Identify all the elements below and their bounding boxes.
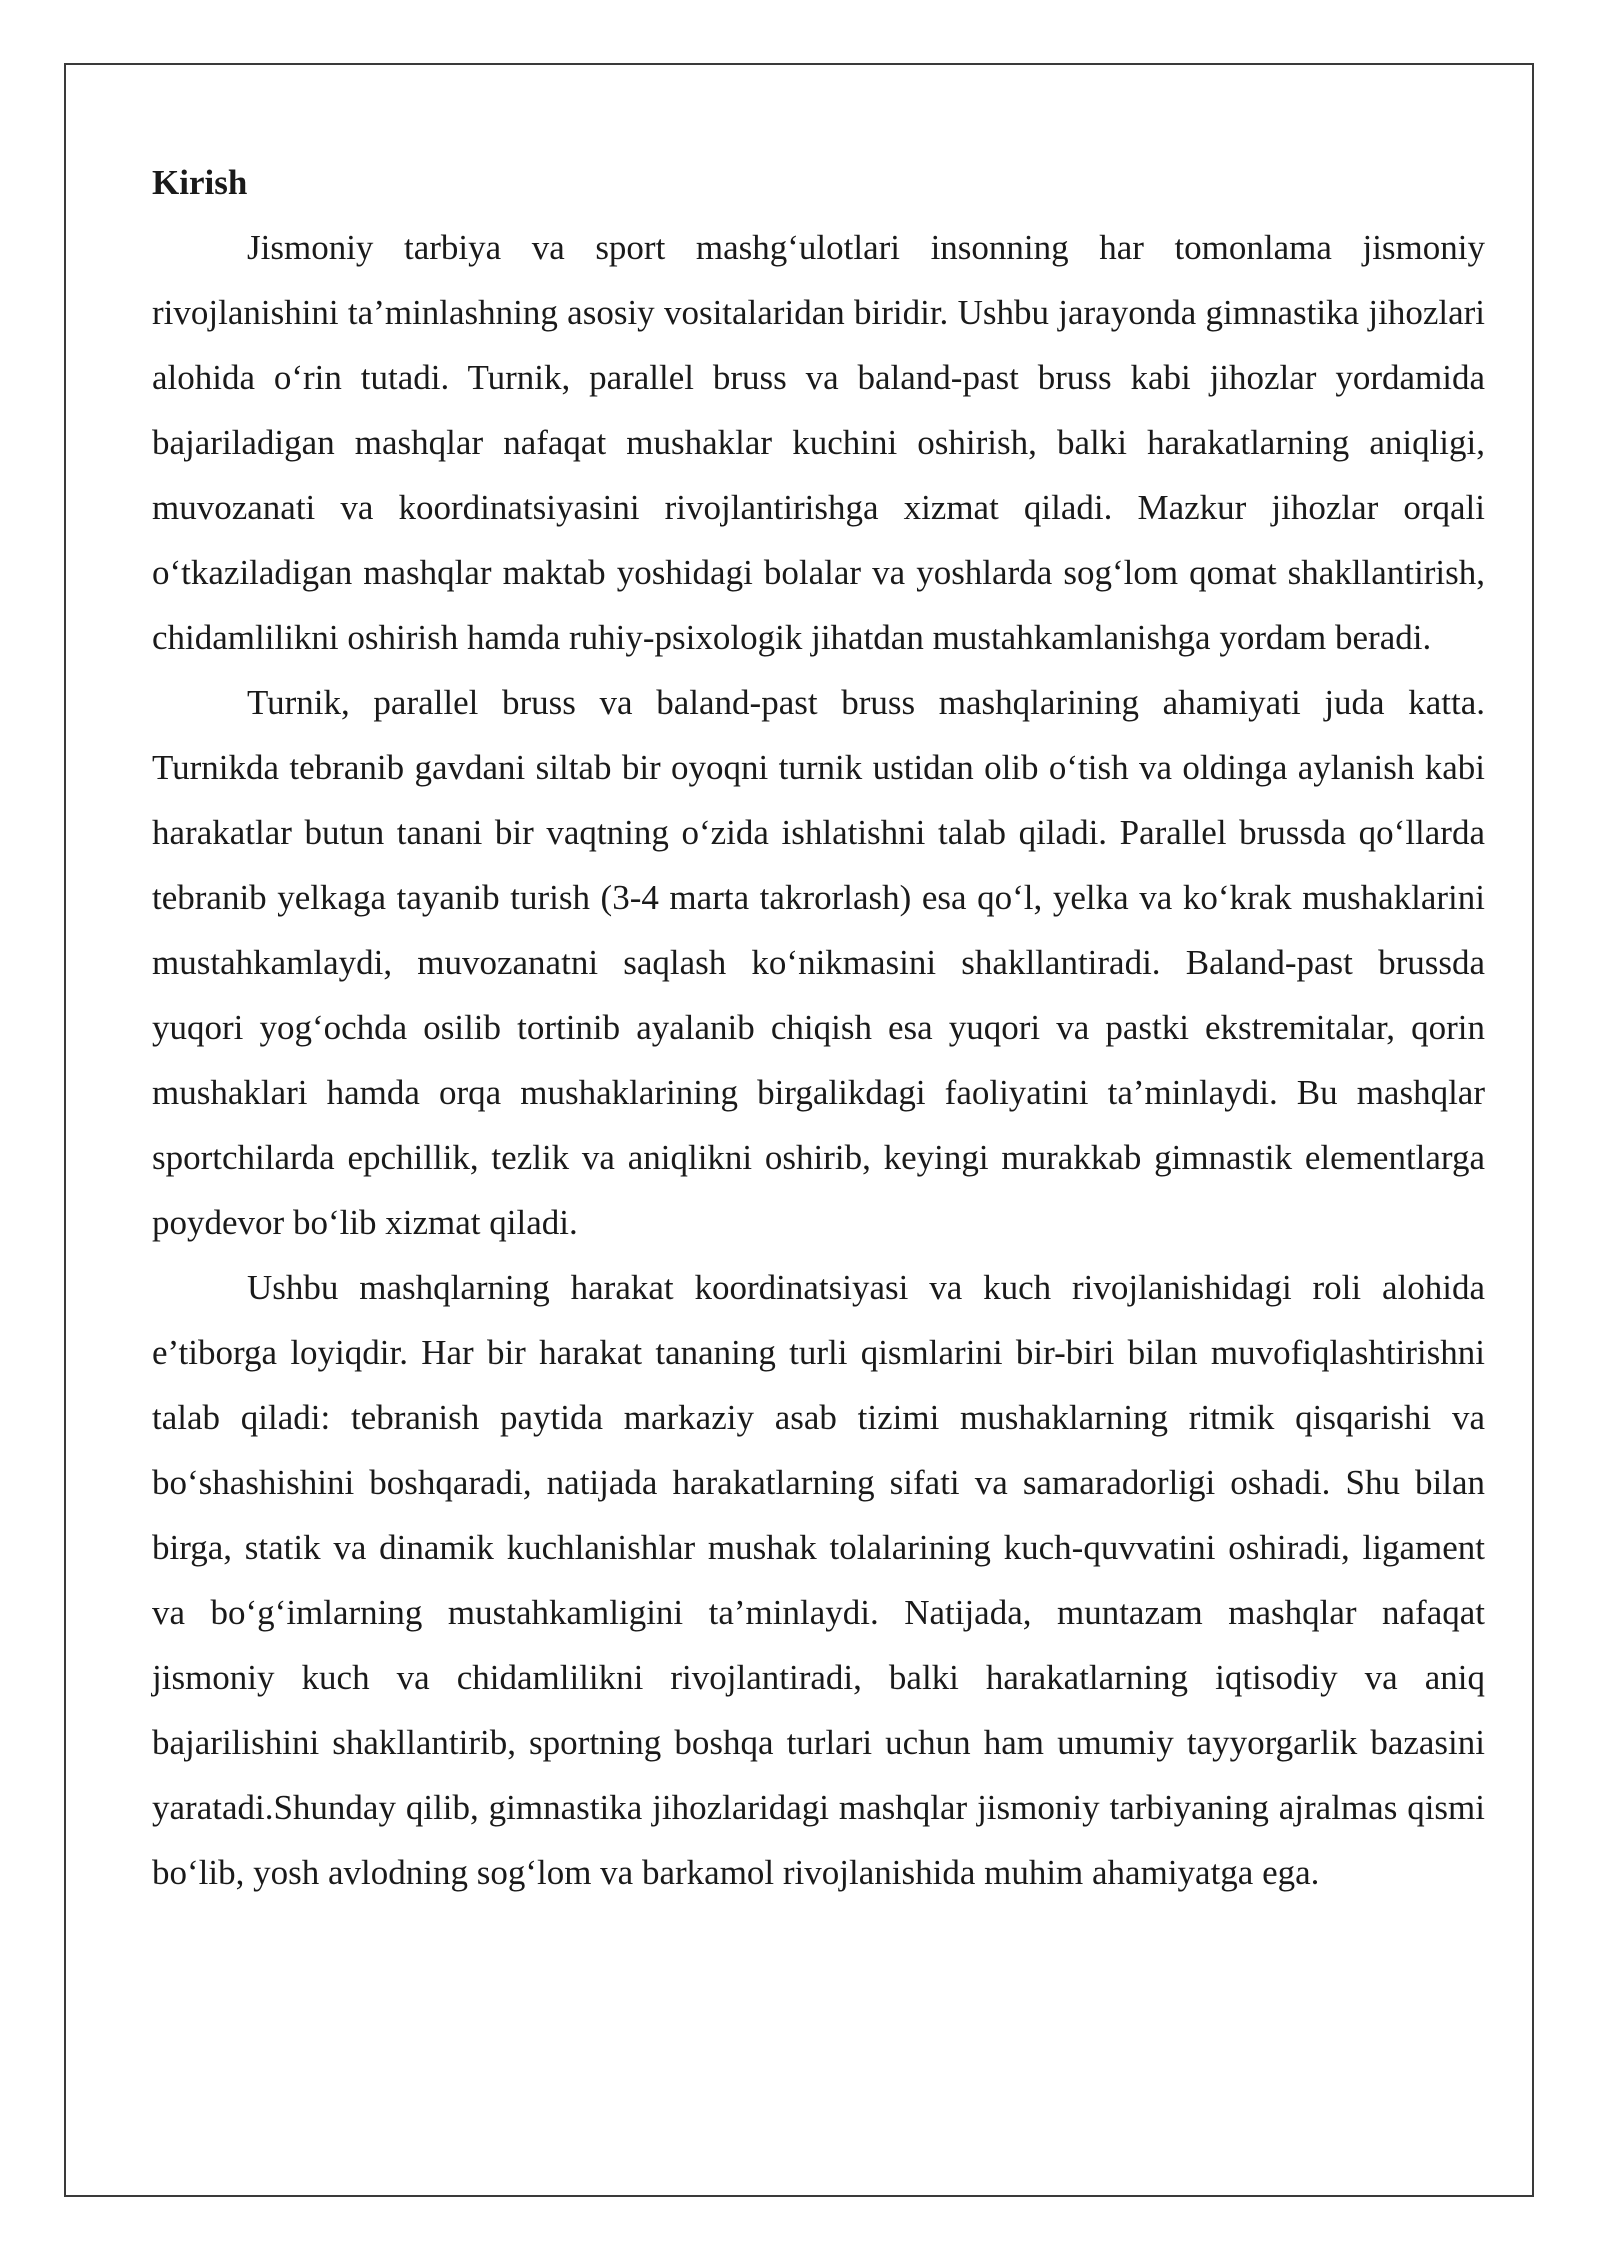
paragraph-2: Turnik, parallel bruss va baland-past bruss mashqlarining ahamiyati juda katta. Turnikda tebranib gavdani siltab bir oyoqni turnik ustidan olib o‘tish va oldinga aylanish kabi harakatlar butun tanani bir vaqtning o‘zida ishlatishni talab qiladi. Parallel brussda qo‘llarda tebranib yelkaga tayanib turish (3-4 marta takrorlash) esa qo‘l, yelka va ko‘krak mushaklarini mustahkamlaydi, muvozanatni saqlash ko‘nikmasini shakllantiradi. Baland-past brussda yuqori yog‘ochda osilib tortinib ayalanib chiqish esa yuqori va pastki ekstremitalar, qorin mushaklari hamda orqa mushaklarining birgalikdagi faoliyatini ta’minlaydi. Bu mashqlar sportchilarda epchillik, tezlik va aniqlikni oshirib, keyingi murakkab gimnastik elementlarga poydevor bo‘lib xizmat qiladi. xyxy=(152,683,1485,1242)
paragraph-1: Jismoniy tarbiya va sport mashg‘ulotlari insonning har tomonlama jismoniy rivojlanishini ta’minlashning asosiy vositalaridan biridir. Ushbu jarayonda gimnastika jihozlari alohida o‘rin tutadi. Turnik, parallel bruss va baland-past bruss kabi jihozlar yordamida bajariladigan mashqlar nafaqat mushaklar kuchini oshirish, balki harakatlarning aniqligi, muvozanati va koordinatsiyasini rivojlantirishga xizmat qiladi. Mazkur jihozlar orqali o‘tkaziladigan mashqlar maktab yoshidagi bolalar va yoshlarda sog‘lom qomat shakllantirish, chidamlilikni oshirish hamda ruhiy-psixologik jihatdan mustahkamlanishga yordam beradi. xyxy=(152,228,1485,657)
paragraph-3: Ushbu mashqlarning harakat koordinatsiyasi va kuch rivojlanishidagi roli alohida e’tiborga loyiqdir. Har bir harakat tananing turli qismlarini bir-biri bilan muvofiqlashtirishni talab qiladi: tebranish paytida markaziy asab tizimi mushaklarning ritmik qisqarishi va bo‘shashishini boshqaradi, natijada harakatlarning sifati va samaradorligi oshadi. Shu bilan birga, statik va dinamik kuchlanishlar mushak tolalarining kuch-quvvatini oshiradi, ligament va bo‘g‘imlarning mustahkamligini ta’minlaydi. Natijada, muntazam mashqlar nafaqat jismoniy kuch va chidamlilikni rivojlantiradi, balki harakatlarning iqtisodiy va aniq bajarilishini shakllantirib, sportning boshqa turlari uchun ham umumiy tayyorgarlik bazasini yaratadi.Shunday qilib, gimnastika jihozlaridagi mashqlar jismoniy tarbiyaning ajralmas qismi bo‘lib, yosh avlodning sog‘lom va barkamol rivojlanishida muhim ahamiyatga ega. xyxy=(152,1268,1485,1892)
section-heading: Kirish xyxy=(152,163,248,202)
document-body xyxy=(152,150,1485,1905)
